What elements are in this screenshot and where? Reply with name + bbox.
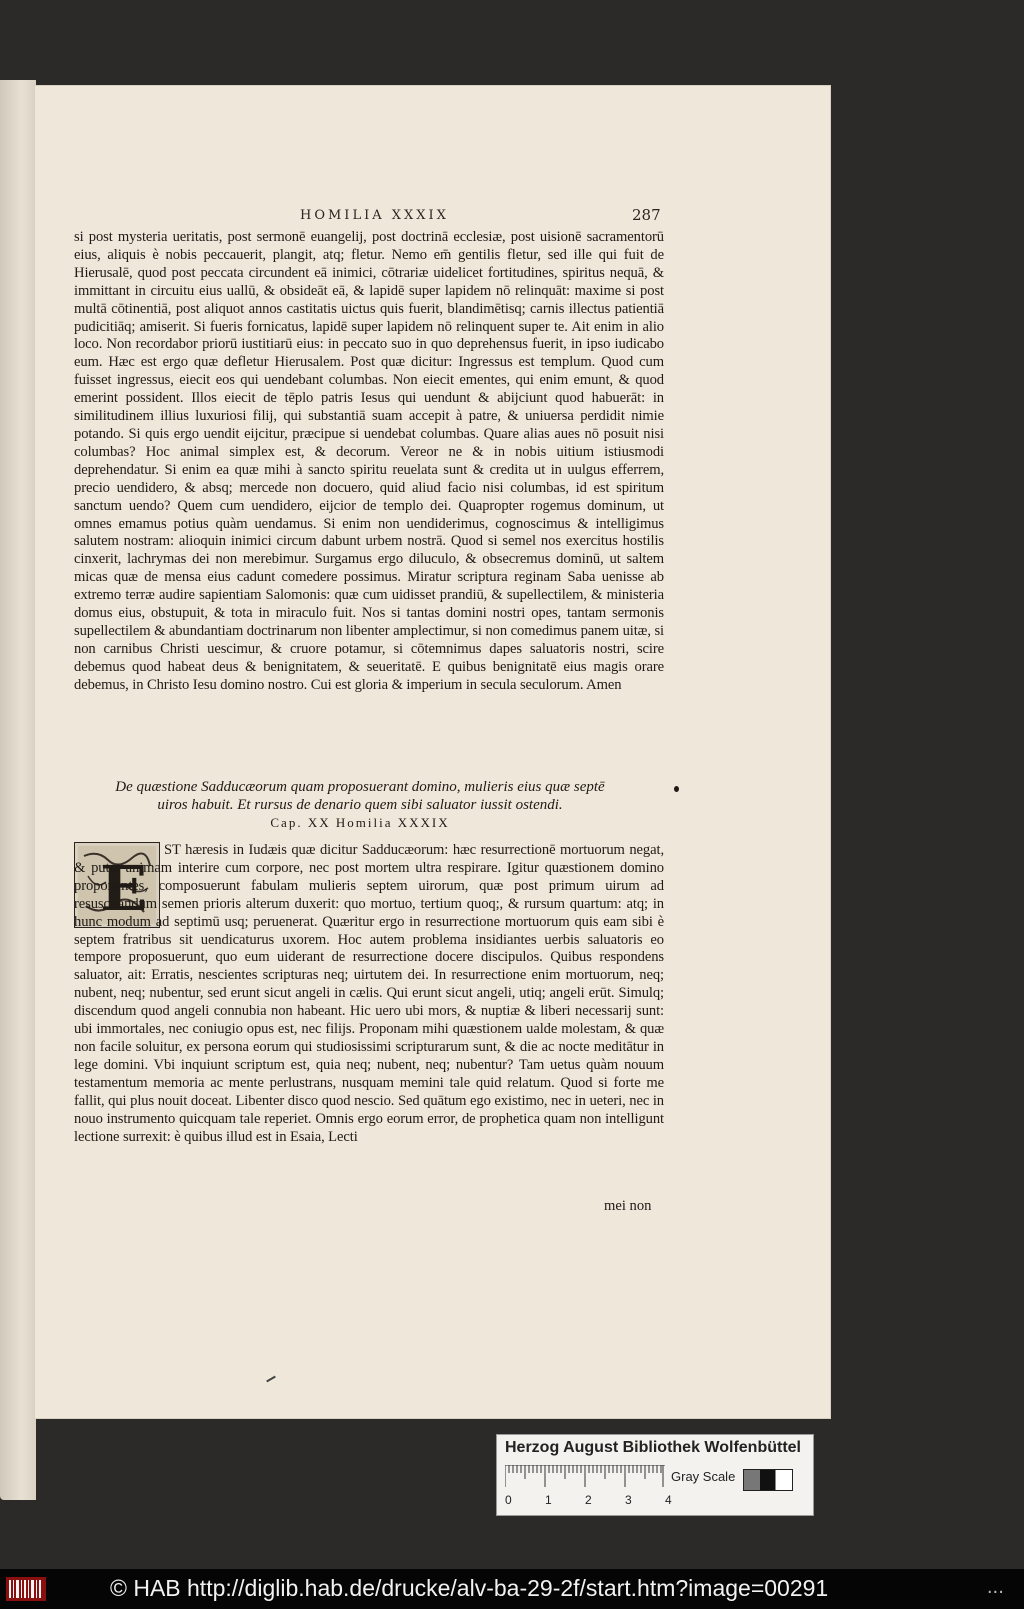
ink-dot [674, 786, 679, 792]
chapter-number: Cap. XX Homilia XXXIX [270, 815, 450, 830]
more-options-button[interactable]: ... [986, 1577, 1004, 1598]
ruler-number: 1 [545, 1493, 552, 1507]
source-url-link[interactable]: © HAB http://diglib.hab.de/drucke/alv-ba-29-2f/start.htm?image=00291 [110, 1575, 829, 1601]
running-head: HOMILIA XXXIX [300, 208, 449, 223]
previous-page-edge [0, 80, 36, 1500]
chapter-heading [100, 778, 620, 832]
gray-scale-label: Gray Scale [671, 1469, 736, 1484]
ruler-numbers [505, 1493, 705, 1507]
homily-body-text: ST hæresis in Iudæis quæ dicitur Sadducæorum: hæc resurrectionē mortuorum negat, & putat animam interire cum corpore, nec post mortem ultra respirare. Igitur quæstionem domino proponentes, composuerunt fabulam mulieris septem uirorum, quæ post primum uirum ad resuscitandum semen prioris alterum duxerit: quo mortuo, tertium quoq;, & rursum quartum: atq; in hunc modum ad septimū usq; peruenerat. Quæritur ergo in resurrectione mortuorum quis eam sibi è septem fratribus sit uendicaturus uxorem. Hoc autem problema insidiantes uerbis saluatoris eo tempore proposuerunt, quo eum uiderant de resurrectione docere discipulos. Quibus respondens saluator, ait: Erratis, nescientes scripturas neq; uirtutem dei. In resurrectione enim mortuorum, neq; nubent, neq; nubentur, sed erunt sicut angeli in cælis. Qui erunt sicut angeli, utiq; angeli erūt. Simulq; discendum quod angeli connubia non habeant. Hic uero ubi mors, & nuptiæ & liberi necessarij sunt: ubi immortales, nec coniugio opus est, nec filijs. Proponam mihi quæstionem ualde molestam, & quæ non facile soluitur, ex persona eorum qui studiosissimi scripturarum sunt, & die ac nocte meditātur in lege domini. Vbi inquiunt scriptum est, quia neq; nubent, neq; nubentur? Tam uetus quàm nouum testamentum memoria ac mente perlustrans, nusquam memini tale quid relatum. Quod si forte me fallit, qui plus nouit doceat. Libenter disco quod nescio. Sed quātum ego existimo, nec in ueteri, nec in nouo instrumento quicquam tale reperiet. Omnis ergo eorum error, de prophetica quam non intelligunt lectione surrexit: è quibus illud est in Esaia, Lecti [74, 842, 664, 1145]
page-number: 287 [632, 206, 661, 224]
chapter-heading-text: De quæstione Sadducæorum quam proposuerant domino, mulieris eius quæ septē uiros habuit. Et rursus de denario quem sibi saluator iussit ostendi. [115, 779, 605, 813]
svg-text:E: E [100, 852, 148, 924]
ruler-number: 0 [505, 1493, 512, 1507]
text-block-new-homily [74, 842, 664, 1146]
ruler-scale [505, 1465, 665, 1491]
color-reference-card [496, 1434, 814, 1516]
barcode-logo-icon [6, 1577, 46, 1601]
ruler-number: 2 [585, 1493, 592, 1507]
ruler-number: 3 [625, 1493, 632, 1507]
ruler-number: 4 [665, 1493, 672, 1507]
text-block-homily-end: si post mysteria ueritatis, post sermonē euangelij, post doctrinā ecclesiæ, post uisionē sacramentorū eius, aliquis è nobis peccauerit, plangit, atq; fletur. Nemo em̄ gentilis fletur, sed ille qui fuit de Hierusalē, quod post peccata circundent eā inimici, cōtrariæ uidelicet fortitudines, spiritus nequā, & immittant in circuitu eius uallū, & obsideāt eā, & lapidē super lapidem nō relinquāt: maxime si post multā cōtinentiā, post aliquot annos castitatis uictus quis fuerit, blandimētisq; carnis illectus patientiā pudicitiāq; amiserit. Si fueris fornicatus, lapidē super lapidem nō relinquent super te. Ait enim in alio loco. Non recordabor priorū iustitiarū eius: in peccato suo in quo deprehensus fuerit, in ipso iudicabo eum. Hæc est ergo quæ defletur Hierusalem. Post quæ dicitur: Ingressus est templum. Quod cum fuisset ingressus, eiecit eos qui uendebant columbas. Non eiecit ementes, qui enim emunt, & quod emerint possident. Illos eiecit de tēplo patris Iesus qui uendunt & abijciunt quod habuerāt: in similitudinem illius luxuriosi filij, qui substantiā suam accepit à patre, & uniuersa perdidit nimie potando. Si quis ergo uendit eijcitur, præcipue si uendebat columbas. Quare alias aues nō posuit nisi columbas? Hoc animal simplex est, & decorum. Vereor ne & in nobis uitium istiusmodi deprehendatur. Si enim ea quæ mihi à sancto spiritu reuelata sunt & credita ut in uulgus efferrem, precio uendidero, & absq; mercede non docuero, quid aliud facio nisi columbas, id est spiritum sanctum uendo? Quem cum uendidero, eijcior de templo dei. Quapropter rogemus dominum, ut omnes emamus potius quàm uendamus. Si enim non uendiderimus, cognoscimus & intelligimus salutem nostram: alioquin inimici circum dabunt urbem nostrā. Quod si semel nos exercitus hostilis cinxerit, lachrymas dei non merebimur. Surgamus ergo diluculo, & obsecremus dominū, ut saltem micas quæ de mensa eius cadunt comedere possimus. Miratur scriptura reginam Saba uenisse ab extremo terræ audire sapientiam Salomonis: quæ cum uidisset prandiū, & supellectilem, & ministeria domus eius, obstupuit, & tota in miraculo fuit. Nos si tantas domini nostri opes, tantam sermonis supellectilem & abundantiam doctrinarum non libenter amplectimur, si non comedimus panem uitæ, si non carnibus Christi uescimur, & cruore potamur, si cōtemnimus dapes saluatoris nostri, scire debemus quod habeat deus & benignitatem, & seueritatē. E quibus benignitatē eius magis orare debemus, in Christo Iesu domino nostro. Cui est gloria & imperium in secula seculorum. Amen [74, 229, 664, 693]
gray-scale-swatch [743, 1469, 793, 1491]
library-name: Herzog August Bibliothek Wolfenbüttel [505, 1439, 801, 1456]
viewer-footer-bar [0, 1569, 1024, 1609]
catchword: mei non [604, 1198, 652, 1214]
